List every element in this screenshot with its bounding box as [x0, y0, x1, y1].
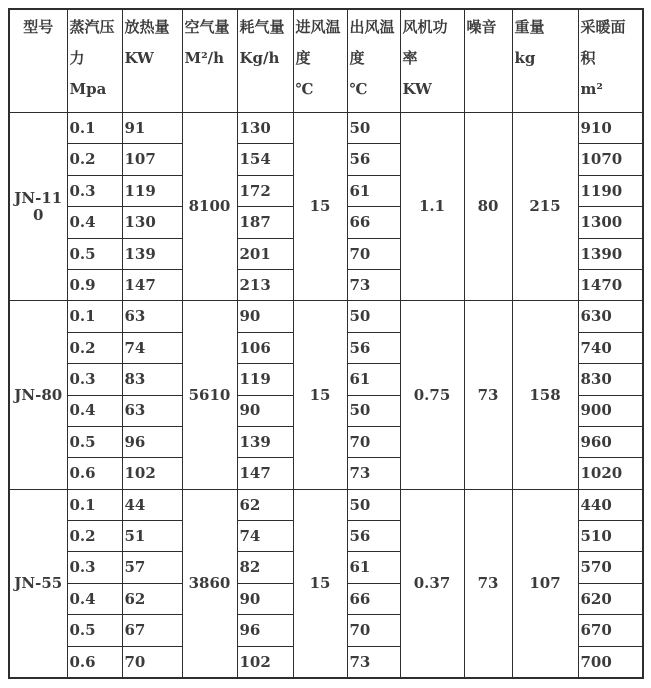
- cell-heating-area: 900: [578, 395, 643, 426]
- header-noise: [464, 9, 512, 113]
- cell-gas-consumption: 147: [237, 458, 293, 489]
- cell-gas-consumption: 106: [237, 332, 293, 363]
- table-row: [9, 489, 643, 520]
- cell-heating-area: 510: [578, 521, 643, 552]
- cell-pressure: 0.2: [67, 332, 122, 363]
- cell-gas-consumption: 96: [237, 615, 293, 646]
- cell-pressure: 0.2: [67, 144, 122, 175]
- header-inlet-temp: [293, 9, 347, 113]
- cell-gas-consumption: 62: [237, 489, 293, 520]
- header-title: 放热量: [124, 18, 170, 36]
- cell-gas-consumption: 139: [237, 426, 293, 457]
- cell-heat-output: 63: [122, 301, 182, 332]
- cell-heating-area: 440: [578, 489, 643, 520]
- cell-heating-area: 1190: [578, 175, 643, 206]
- cell-gas-consumption: 90: [237, 301, 293, 332]
- table-header: [9, 9, 643, 113]
- cell-heating-area: 570: [578, 552, 643, 583]
- cell-heating-area: 630: [578, 301, 643, 332]
- cell-outlet-temp: 50: [347, 113, 400, 144]
- cell-outlet-temp: 61: [347, 175, 400, 206]
- cell-pressure: 0.4: [67, 583, 122, 614]
- cell-pressure: 0.3: [67, 364, 122, 395]
- cell-pressure: 0.4: [67, 207, 122, 238]
- cell-pressure: 0.5: [67, 426, 122, 457]
- cell-heat-output: 107: [122, 144, 182, 175]
- cell-outlet-temp: 50: [347, 489, 400, 520]
- header-unit: Kg/h: [239, 49, 280, 67]
- header-title: 型号: [23, 18, 54, 36]
- cell-inlet-temp: 15: [293, 489, 347, 678]
- cell-heat-output: 96: [122, 426, 182, 457]
- cell-heating-area: 1020: [578, 458, 643, 489]
- cell-pressure: 0.1: [67, 489, 122, 520]
- cell-outlet-temp: 61: [347, 552, 400, 583]
- header-unit: Mpa: [69, 80, 107, 98]
- header-unit: M²/h: [184, 49, 225, 67]
- header-heat-output: [122, 9, 182, 113]
- cell-heating-area: 700: [578, 646, 643, 678]
- cell-pressure: 0.2: [67, 521, 122, 552]
- header-row: [9, 9, 643, 113]
- header-title: 进风温度: [295, 18, 341, 67]
- header-title: 耗气量: [239, 18, 285, 36]
- cell-heating-area: 830: [578, 364, 643, 395]
- cell-heat-output: 70: [122, 646, 182, 678]
- cell-outlet-temp: 70: [347, 615, 400, 646]
- cell-pressure: 0.6: [67, 646, 122, 678]
- cell-heating-area: 620: [578, 583, 643, 614]
- cell-weight: 107: [512, 489, 578, 678]
- cell-outlet-temp: 73: [347, 646, 400, 678]
- header-title: 采暖面积: [580, 18, 626, 67]
- cell-heat-output: 139: [122, 238, 182, 269]
- cell-gas-consumption: 82: [237, 552, 293, 583]
- cell-pressure: 0.3: [67, 552, 122, 583]
- cell-model: JN-110: [9, 113, 67, 301]
- cell-heat-output: 74: [122, 332, 182, 363]
- spec-table: [8, 8, 644, 679]
- header-gas-consumption: [237, 9, 293, 113]
- cell-pressure: 0.1: [67, 301, 122, 332]
- cell-pressure: 0.1: [67, 113, 122, 144]
- cell-heat-output: 119: [122, 175, 182, 206]
- header-pressure: [67, 9, 122, 113]
- cell-outlet-temp: 50: [347, 395, 400, 426]
- cell-gas-consumption: 201: [237, 238, 293, 269]
- cell-outlet-temp: 56: [347, 144, 400, 175]
- header-title: 蒸汽压力: [69, 18, 115, 67]
- cell-heat-output: 44: [122, 489, 182, 520]
- cell-heating-area: 1300: [578, 207, 643, 238]
- cell-outlet-temp: 70: [347, 238, 400, 269]
- cell-heating-area: 1070: [578, 144, 643, 175]
- header-title: 空气量: [184, 18, 230, 36]
- cell-fan-power: 1.1: [400, 113, 464, 301]
- cell-gas-consumption: 90: [237, 583, 293, 614]
- cell-gas-consumption: 90: [237, 395, 293, 426]
- cell-outlet-temp: 50: [347, 301, 400, 332]
- cell-noise: 80: [464, 113, 512, 301]
- cell-heat-output: 91: [122, 113, 182, 144]
- header-title: 噪音: [466, 18, 497, 36]
- header-heating-area: [578, 9, 643, 113]
- cell-noise: 73: [464, 489, 512, 678]
- cell-air-volume: 5610: [182, 301, 237, 489]
- header-title: 风机功率: [402, 18, 448, 67]
- cell-heat-output: 57: [122, 552, 182, 583]
- cell-heat-output: 130: [122, 207, 182, 238]
- cell-inlet-temp: 15: [293, 113, 347, 301]
- cell-pressure: 0.9: [67, 269, 122, 300]
- cell-gas-consumption: 154: [237, 144, 293, 175]
- cell-heat-output: 67: [122, 615, 182, 646]
- cell-heat-output: 102: [122, 458, 182, 489]
- cell-weight: 215: [512, 113, 578, 301]
- cell-heating-area: 670: [578, 615, 643, 646]
- header-outlet-temp: [347, 9, 400, 113]
- cell-outlet-temp: 61: [347, 364, 400, 395]
- cell-heating-area: 1470: [578, 269, 643, 300]
- cell-pressure: 0.6: [67, 458, 122, 489]
- cell-gas-consumption: 74: [237, 521, 293, 552]
- cell-gas-consumption: 172: [237, 175, 293, 206]
- cell-pressure: 0.3: [67, 175, 122, 206]
- cell-fan-power: 0.37: [400, 489, 464, 678]
- cell-inlet-temp: 15: [293, 301, 347, 489]
- cell-noise: 73: [464, 301, 512, 489]
- header-unit: kg: [514, 49, 536, 67]
- cell-outlet-temp: 66: [347, 207, 400, 238]
- header-air-volume: [182, 9, 237, 113]
- header-unit: ℃: [349, 80, 368, 98]
- cell-outlet-temp: 66: [347, 583, 400, 614]
- header-title: 重量: [514, 18, 545, 36]
- cell-pressure: 0.4: [67, 395, 122, 426]
- cell-model: JN-80: [9, 301, 67, 489]
- cell-heat-output: 51: [122, 521, 182, 552]
- cell-outlet-temp: 73: [347, 458, 400, 489]
- cell-gas-consumption: 119: [237, 364, 293, 395]
- cell-air-volume: 8100: [182, 113, 237, 301]
- cell-outlet-temp: 73: [347, 269, 400, 300]
- cell-gas-consumption: 102: [237, 646, 293, 678]
- cell-heating-area: 1390: [578, 238, 643, 269]
- cell-pressure: 0.5: [67, 615, 122, 646]
- header-unit: KW: [124, 49, 154, 67]
- cell-fan-power: 0.75: [400, 301, 464, 489]
- cell-pressure: 0.5: [67, 238, 122, 269]
- cell-heating-area: 910: [578, 113, 643, 144]
- cell-heat-output: 83: [122, 364, 182, 395]
- header-model: [9, 9, 67, 113]
- table-row: [9, 113, 643, 144]
- cell-outlet-temp: 56: [347, 521, 400, 552]
- cell-air-volume: 3860: [182, 489, 237, 678]
- header-fan-power: [400, 9, 464, 113]
- cell-heat-output: 147: [122, 269, 182, 300]
- header-unit: m²: [580, 80, 603, 98]
- cell-heating-area: 740: [578, 332, 643, 363]
- table-body: [9, 113, 643, 679]
- header-title: 出风温度: [349, 18, 395, 67]
- cell-heat-output: 62: [122, 583, 182, 614]
- table-row: [9, 301, 643, 332]
- cell-heating-area: 960: [578, 426, 643, 457]
- header-unit: ℃: [295, 80, 314, 98]
- header-unit: KW: [402, 80, 432, 98]
- cell-heat-output: 63: [122, 395, 182, 426]
- cell-gas-consumption: 213: [237, 269, 293, 300]
- header-weight: [512, 9, 578, 113]
- cell-weight: 158: [512, 301, 578, 489]
- cell-model: JN-55: [9, 489, 67, 678]
- cell-outlet-temp: 70: [347, 426, 400, 457]
- cell-gas-consumption: 130: [237, 113, 293, 144]
- cell-outlet-temp: 56: [347, 332, 400, 363]
- cell-gas-consumption: 187: [237, 207, 293, 238]
